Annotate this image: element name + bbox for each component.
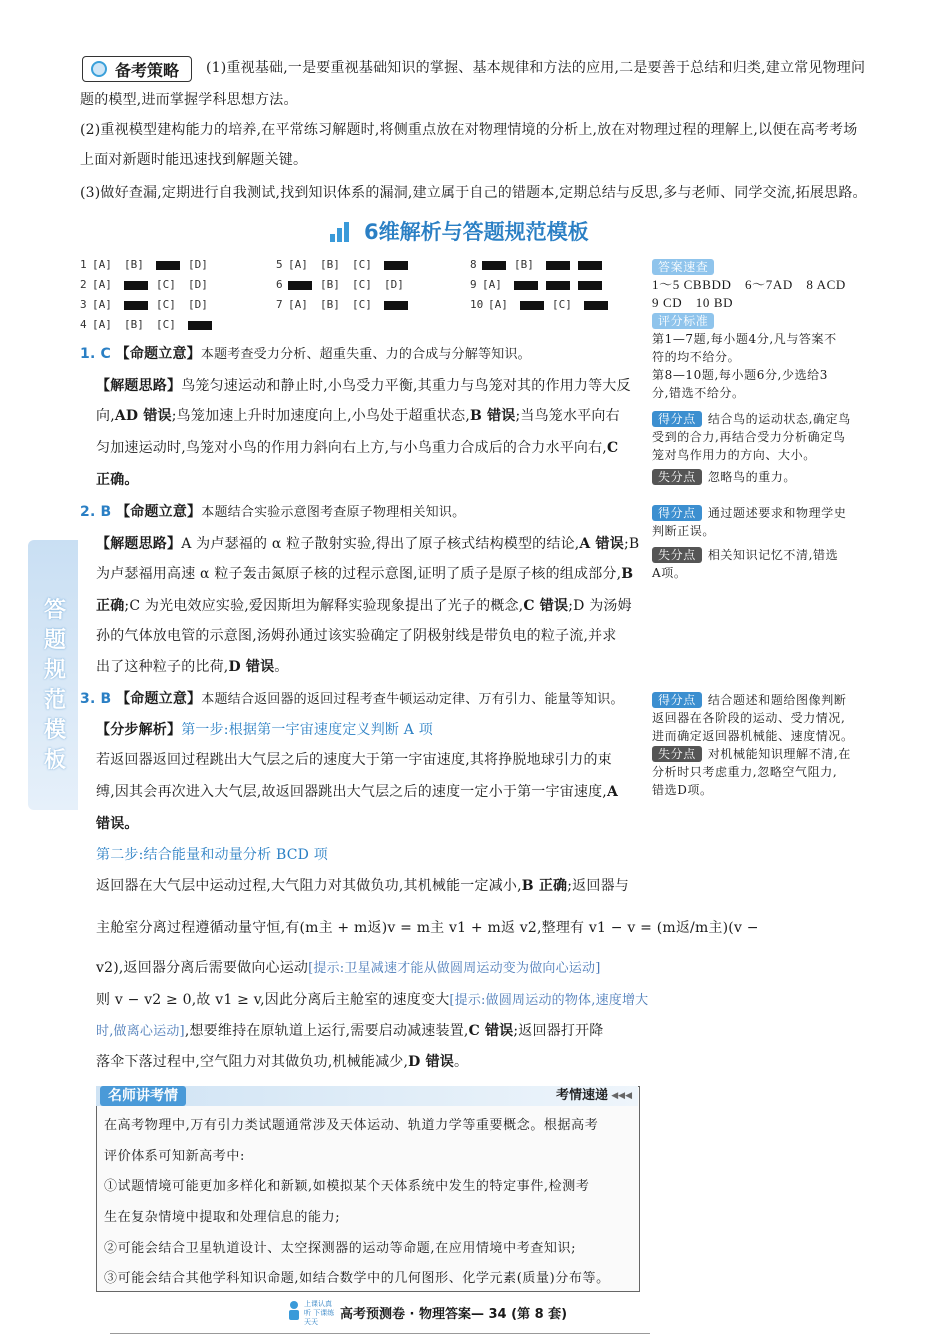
answer-option: [B] — [320, 278, 340, 291]
answer-option: [C] — [156, 298, 176, 311]
answer-number: 1 — [80, 258, 87, 271]
answer-row-9 — [470, 278, 610, 291]
q3-s2l5c: C 错误 — [468, 1023, 514, 1039]
answer-option: [C] — [352, 298, 372, 311]
q3-s2-line-1 — [96, 876, 890, 896]
q3-step-header-1 — [96, 720, 890, 740]
q3-score-2: 返回器在各阶段的运动、受力情况, — [652, 711, 846, 725]
q1-l2a: 向, — [96, 408, 115, 424]
section-title-text: 6维解析与答题规范模板 — [364, 220, 589, 244]
answer-row-7 — [276, 298, 416, 311]
q3-s2-line-3 — [96, 958, 890, 979]
answer-row-1 — [80, 258, 220, 271]
sidebar-char: 规 — [43, 658, 66, 683]
sidebar-label-text — [38, 596, 72, 776]
q2-line-3 — [96, 596, 890, 616]
q3-number: 3. B — [80, 691, 112, 707]
answer-row-8 — [470, 258, 610, 271]
answer-option: [C] — [352, 258, 372, 271]
answer-row-3 — [80, 298, 220, 311]
q3-s2-line-4 — [96, 990, 890, 1011]
strategy-line-2: 题的模型,进而掌握学科思想方法。 — [80, 92, 298, 108]
strategy-tag-label: 备考策略 — [115, 60, 180, 80]
sidebar-char: 题 — [43, 628, 66, 653]
filled-bubble — [188, 321, 212, 330]
q3-intent-label: 【命题立意】 — [116, 691, 202, 707]
sidebar-char: 范 — [43, 688, 66, 713]
q3-s1-line-1: 若返回器返回过程跳出大气层之后的速度大于第一宇宙速度,其将挣脱地球引力的束 — [96, 752, 612, 768]
filled-bubble — [482, 261, 506, 270]
sidebar-tab — [28, 540, 78, 810]
strategy-line-4: 上面对新题时能迅速找到解题关键。 — [80, 152, 308, 168]
q2-l2b: B — [621, 566, 634, 582]
answer-number: 4 — [80, 318, 87, 331]
q3-s1-line-3: 错误。 — [96, 816, 139, 832]
answer-number: 5 — [276, 258, 283, 271]
q2-line-5 — [96, 657, 890, 677]
sidebar-char: 答 — [43, 598, 66, 623]
teacher-line-4: 生在复杂情境中提取和处理信息的能力; — [104, 1210, 341, 1225]
filled-bubble — [156, 261, 180, 270]
teacher-line-1: 在高考物理中,万有引力类试题通常涉及天体运动、轨道力学等重要概念。根据高考 — [104, 1118, 599, 1133]
q2-intent: 本题结合实验示意图考查原子物理相关知识。 — [201, 505, 466, 520]
publisher-logo — [286, 1298, 336, 1324]
q3-s1-line-2 — [96, 782, 890, 802]
footer-text: 高考预测卷 · 物理答案— 34 (第 8 套) — [340, 1307, 568, 1322]
answer-option: [C] — [156, 318, 176, 331]
answer-option: [A] — [482, 278, 502, 291]
score-point-label: 得分点 — [652, 692, 702, 708]
q2-l5c: 。 — [274, 659, 289, 675]
q1-l1: 鸟笼匀速运动和静止时,小鸟受力平衡,其重力与鸟笼对其的作用力等大反 — [181, 378, 631, 394]
q3-s2l6a: 落伞下落过程中,空气阻力对其做负功,机械能减少, — [96, 1054, 409, 1070]
scoring-1: 第1—7题,每小题4分,凡与答案不 — [652, 332, 837, 346]
q3-lose-2: 分析时只考虑重力,忽略空气阻力, — [652, 765, 838, 779]
q1-l2b: AD 错误 — [114, 408, 172, 424]
q1-l3b: C — [606, 440, 619, 456]
answer-option: [A] — [288, 298, 308, 311]
q1-score-3: 笼对鸟作用力的方向、大小。 — [652, 448, 816, 462]
lose-point-label: 失分点 — [652, 746, 702, 762]
answer-option: [A] — [92, 258, 112, 271]
q2-line-4: 孙的气体放电管的示意图,汤姆孙通过该实验确定了阴极射线是带负电的粒子流,并求 — [96, 628, 617, 644]
scoring-3: 第8—10题,每小题6分,少选给3 — [652, 368, 829, 382]
q3-s2l4a: 则 v − v2 ≥ 0,故 v1 ≥ v,因此分离后主舱室的速度变大 — [96, 992, 450, 1008]
answer-option: [D] — [384, 278, 404, 291]
q1-l3a: 匀加速运动时,鸟笼对小鸟的作用力斜向右上方,与小鸟重力合成后的合力水平向右, — [96, 440, 607, 456]
q1-l2e: ;当鸟笼水平向右 — [515, 408, 620, 424]
answer-number: 6 — [276, 278, 283, 291]
q3-header — [80, 689, 890, 710]
answer-option: [B] — [320, 258, 340, 271]
q1-line-1 — [96, 376, 890, 396]
arrows-icon: ◀◀◀ — [611, 1091, 632, 1101]
score-point-label: 得分点 — [652, 411, 702, 427]
logo-text: 上课认真听 下课练天天 — [304, 1300, 335, 1326]
q2-score-2: 判断正误。 — [652, 524, 716, 538]
q3-s1l2a: 缚,因其会再次进入大气层,故返回器跳出大气层之后的速度一定小于第一宇宙速度, — [96, 784, 607, 800]
teacher-title: 名师讲考情 — [100, 1086, 186, 1106]
q1-l2c: ;鸟笼加速上升时加速度向上,小鸟处于超重状态, — [171, 408, 470, 424]
q2-l2a: 为卢瑟福用高速 α 粒子轰击氮原子核的过程示意图,证明了质子是原子核的组成部分, — [96, 566, 622, 582]
q3-score-3: 进而确定返回器机械能、速度情况。 — [652, 729, 854, 743]
q3-s2-line-5 — [96, 1021, 890, 1042]
q3-step-header-2: 第二步:结合能量和动量分析 BCD 项 — [96, 847, 328, 863]
filled-bubble — [520, 301, 544, 310]
answer-option: [A] — [92, 318, 112, 331]
q1-lose: 忽略鸟的重力。 — [707, 470, 797, 484]
q3-score-1: 结合题述和题给图像判断 — [707, 693, 847, 707]
answer-row-2 — [80, 278, 220, 291]
quick-answer-2: 9 CD 10 BD — [652, 295, 734, 310]
q2-line-1 — [96, 534, 890, 554]
answer-option: [B] — [514, 258, 534, 271]
filled-bubble — [124, 281, 148, 290]
strategy-line-1: (1)重视基础,一是要重视基础知识的掌握、基本规律和方法的应用,二是要善于总结和归类,建立常见物理问 — [206, 60, 866, 76]
answer-option: [C] — [156, 278, 176, 291]
q1-intent-label: 【命题立意】 — [115, 346, 201, 362]
q1-score-1: 结合鸟的运动状态,确定鸟 — [707, 412, 851, 426]
q2-l5b: D 错误 — [228, 659, 275, 675]
filled-bubble — [288, 281, 312, 290]
q2-line-2 — [96, 564, 890, 584]
q2-header — [80, 502, 890, 523]
filled-bubble — [546, 281, 570, 290]
q3-s2l5a: 时,做离心运动] — [96, 1024, 185, 1039]
q1-idea-label: 【解题思路】 — [96, 378, 182, 394]
answer-option: [A] — [288, 258, 308, 271]
q2-l3a: 正确 — [96, 598, 125, 614]
teacher-right-label: 考情速递 — [555, 1088, 608, 1103]
q3-s2l6b: D 错误 — [408, 1054, 454, 1070]
filled-bubble — [514, 281, 538, 290]
q2-l1b: A 错误 — [579, 536, 624, 552]
q2-lose-1: 相关知识记忆不清,错选 — [707, 548, 839, 562]
q2-l5a: 出了这种粒子的比荷, — [96, 659, 229, 675]
q2-l3d: ;D 为汤姆 — [568, 598, 632, 614]
answer-option: [D] — [188, 258, 208, 271]
q2-score-1: 通过题述要求和物理学史 — [707, 506, 847, 520]
answer-option: [D] — [188, 298, 208, 311]
answer-row-5 — [276, 258, 416, 271]
answer-row-6 — [276, 278, 416, 291]
quick-answer-label: 答案速查 — [652, 259, 714, 275]
sidebar-char: 板 — [43, 748, 66, 773]
q2-lose-2: A项。 — [652, 566, 687, 580]
answer-option: [B] — [124, 258, 144, 271]
answer-option: [C] — [552, 298, 572, 311]
q3-s2l4b: [提示:做圆周运动的物体,速度增大 — [449, 993, 649, 1008]
target-icon — [91, 61, 107, 77]
answer-number: 3 — [80, 298, 87, 311]
q3-s1l2b: A — [606, 784, 619, 800]
filled-bubble — [124, 301, 148, 310]
q3-s2l1c: ;返回器与 — [567, 878, 629, 894]
q3-s2l6c: 。 — [453, 1054, 469, 1070]
filled-bubble — [578, 261, 602, 270]
footer-divider — [110, 1333, 650, 1334]
q2-l1c: ;B — [623, 536, 640, 552]
q3-s2l3b: [提示:卫星减速才能从做圆周运动变为做向心运动] — [308, 961, 601, 976]
q3-s2l1b: B 正确 — [521, 878, 568, 894]
answer-option: [A] — [92, 298, 112, 311]
quick-answer-1: 1～5 CBBDD 6～7AD 8 ACD — [652, 277, 846, 292]
answer-row-10 — [470, 298, 616, 311]
filled-bubble — [384, 261, 408, 270]
q3-step-label: 【分步解析】 — [96, 722, 182, 738]
teacher-line-3: ①试题情境可能更加多样化和新颖,如模拟某个天体系统中发生的特定事件,检测考 — [104, 1179, 590, 1194]
q1-score-2: 受到的合力,再结合受力分析确定鸟 — [652, 430, 846, 444]
answer-option: [A] — [488, 298, 508, 311]
answer-number: 8 — [470, 258, 477, 271]
q2-number: 2. B — [80, 504, 112, 520]
q3-s2l5d: ;返回器打开降 — [513, 1023, 604, 1039]
strategy-line-3: (2)重视模型建构能力的培养,在平常练习解题时,将侧重点放在对物理情境的分析上,放在对物理过程的理解上,以便在高考考场 — [80, 122, 858, 138]
q3-lose-3: 错选D项。 — [652, 783, 713, 797]
sidebar-char: 模 — [43, 718, 66, 743]
answer-number: 10 — [470, 298, 484, 311]
scoring-2: 符的均不给分。 — [652, 350, 741, 364]
filled-bubble — [384, 301, 408, 310]
q2-idea-label: 【解题思路】 — [96, 536, 182, 552]
teacher-line-5: ②可能会结合卫星轨道设计、太空探测器的运动等命题,在应用情境中考查知识; — [104, 1241, 577, 1256]
q3-s2l5b: ,想要维持在原轨道上运行,需要启动减速装置, — [184, 1023, 469, 1039]
q1-line-2 — [96, 406, 890, 426]
q3-intent: 本题结合返回器的返回过程考查牛顿运动定律、万有引力、能量等知识。 — [201, 692, 624, 707]
q2-l1a: A 为卢瑟福的 α 粒子散射实验,得出了原子核式结构模型的结论, — [181, 536, 580, 552]
scoring-label: 评分标准 — [652, 313, 714, 329]
q3-lose-1: 对机械能知识理解不清,在 — [707, 747, 851, 761]
q3-s2l3a: v2),返回器分离后需要做向心运动 — [96, 960, 309, 976]
filled-bubble — [584, 301, 608, 310]
q2-intent-label: 【命题立意】 — [116, 504, 202, 520]
q1-line-3 — [96, 438, 890, 458]
q1-line-4: 正确。 — [96, 472, 139, 488]
bar-chart-icon — [328, 220, 354, 242]
q3-s2-line-2: 主舱室分离过程遵循动量守恒,有(m主 + m返)v = m主 v1 + m返 v2,整理有 v1 − v = (m返/m主)(v − — [96, 920, 759, 936]
q3-step1: 第一步:根据第一宇宙速度定义判断 A 项 — [181, 722, 433, 738]
answer-row-4 — [80, 318, 220, 331]
q2-l3b: ;C 为光电效应实验,爱因斯坦为解释实验现象提出了光子的概念, — [124, 598, 524, 614]
q1-intent: 本题考查受力分析、超重失重、力的合成与分解等知识。 — [200, 347, 531, 362]
q1-l2d: B 错误 — [469, 408, 516, 424]
teacher-box-header — [96, 1086, 638, 1106]
scoring-4: 分,错选不给分。 — [652, 386, 745, 400]
score-point-label: 得分点 — [652, 505, 702, 521]
q1-number: 1. C — [80, 346, 112, 362]
q3-s2l1a: 返回器在大气层中运动过程,大气阻力对其做负功,其机械能一定减小, — [96, 878, 522, 894]
strategy-line-5: (3)做好查漏,定期进行自我测试,找到知识体系的漏洞,建立属于自己的错题本,定期总结与反思,多与老师、同学交流,拓展思路。 — [80, 185, 867, 201]
answer-number: 2 — [80, 278, 87, 291]
answer-number: 7 — [276, 298, 283, 311]
answer-option: [A] — [92, 278, 112, 291]
section-title — [328, 216, 589, 246]
teacher-line-6: ③可能会结合其他学科知识命题,如结合数学中的几何图形、化学元素(质量)分布等。 — [104, 1271, 610, 1286]
answer-option: [B] — [124, 318, 144, 331]
filled-bubble — [578, 281, 602, 290]
q2-l3c: C 错误 — [523, 598, 569, 614]
q3-s2-line-6 — [96, 1052, 890, 1072]
lose-point-label: 失分点 — [652, 547, 702, 563]
strategy-tag — [82, 56, 192, 82]
answer-option: [C] — [352, 278, 372, 291]
answer-number: 9 — [470, 278, 477, 291]
filled-bubble — [546, 261, 570, 270]
q1-header — [80, 344, 890, 365]
answer-option: [B] — [320, 298, 340, 311]
answer-option: [D] — [188, 278, 208, 291]
teacher-line-2: 评价体系可知新高考中: — [104, 1149, 245, 1164]
lose-point-label: 失分点 — [652, 469, 702, 485]
